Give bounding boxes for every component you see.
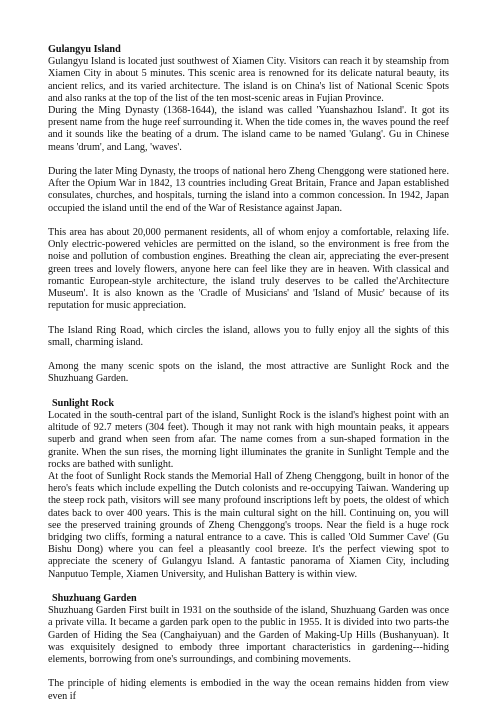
paragraph-shuzhuang-garden: Shuzhuang Garden First built in 1931 on the southside of the island, Shuzhuang Garden was once a private villa. It became a garden park open to the public in 1955. It is divided into two parts-the Garden of Hiding the Sea (Canghaiyuan) and the Garden of Making-Up Hills (Bushanyuan). It was exquisitely designed to embody three important characteristics in gardening---hiding elements, borrowing from one's surroundings, and combining movements. xyxy=(48,605,449,666)
heading-shuzhuang-garden: Shuzhuang Garden xyxy=(52,593,137,605)
paragraph-name-origin: During the Ming Dynasty (1368-1644), the island was called 'Yuanshazhou Island'. It got its present name from the huge reef surrounding it. When the tide comes in, the waves pound the reef and it sounds like the beating of a drum. The island came to be named 'Gulang'. Gu in Chinese means 'drum', and Lang, 'waves'. xyxy=(48,105,449,153)
paragraph-ring-road: The Island Ring Road, which circles the island, allows you to fully enjoy all the sights of this small, charming island. xyxy=(48,324,449,348)
document-title: Gulangyu Island xyxy=(48,44,121,55)
document-body xyxy=(48,44,449,702)
heading-sunlight-rock: Sunlight Rock xyxy=(52,397,114,409)
paragraph-sunlight-rock-location: Located in the south-central part of the island, Sunlight Rock is the island's highest point with an altitude of 92.7 meters (304 feet). Though it may not rank with high mountain peaks, it appears superb and grand when seen from afar. The name comes from a sun-shaped formation in the granite. When the sun rises, the morning light illuminates the granite in Sunlight Temple and the rocks are bathed with sunlight. xyxy=(48,410,449,470)
paragraph-residents: This area has about 20,000 permanent residents, all of whom enjoy a comfortable, relaxing life. Only electric-powered vehicles are permitted on the island, so the environment is free from the noise and pollution of combustion engines. Breathing the clean air, appreciating the ever-present green trees and lovely flowers, anyone here can feel like they are in heaven. With classical and romantic European-style architecture, the island truly deserves to be called the'Architecture Museum'. It is also known as the 'Cradle of Musicians' and 'Island of Music' because of its reputation for music appreciation. xyxy=(48,227,449,312)
paragraph-intro: Gulangyu Island is located just southwest of Xiamen City. Visitors can reach it by steamship from Xiamen City in about 5 minutes. This scenic area is renowned for its delicate natural beauty, its ancient relics, and its varied architecture. The island is on China's list of National Scenic Spots and also ranks at the top of the list of the ten most-scenic areas in Fujian Province. xyxy=(48,56,449,104)
paragraph-history: During the later Ming Dynasty, the troops of national hero Zheng Chenggong were stationed here. After the Opium War in 1842, 13 countries including Great Britain, France and Japan established consulates, churches, and hospitals, turning the island into a common concession. In 1942, Japan occupied the island until the end of the War of Resistance against Japan. xyxy=(48,166,449,214)
paragraph-memorial-hall: At the foot of Sunlight Rock stands the Memorial Hall of Zheng Chenggong, built in honor of the hero's feats which include expelling the Dutch colonists and re-occupying Taiwan. Wandering up the steep rock path, visitors will see many profound inscriptions left by poets, the oldest of which dates back to over 400 years. This is the main cultural sight on the hill. Continuing on, you will see the preserved training grounds of Zheng Chenggong's troops. Near the field is a huge rock bridging two cliffs, forming a natural entrance to a cave. This is called 'Old Summer Cave' (Gu Bishu Dong) where you can feel a pleasantly cool breeze. It's the perfect viewing spot to appreciate the scenery of Gulangyu Island. A fantastic panorama of Xiamen City, including Nanputuo Temple, Xiamen University, and Hulishan Battery is within view. xyxy=(48,471,449,580)
paragraph-scenic-spots: Among the many scenic spots on the island, the most attractive are Sunlight Rock and the Shuzhuang Garden. xyxy=(48,361,449,385)
paragraph-hiding-principle: The principle of hiding elements is embodied in the way the ocean remains hidden from view even if xyxy=(48,678,449,702)
